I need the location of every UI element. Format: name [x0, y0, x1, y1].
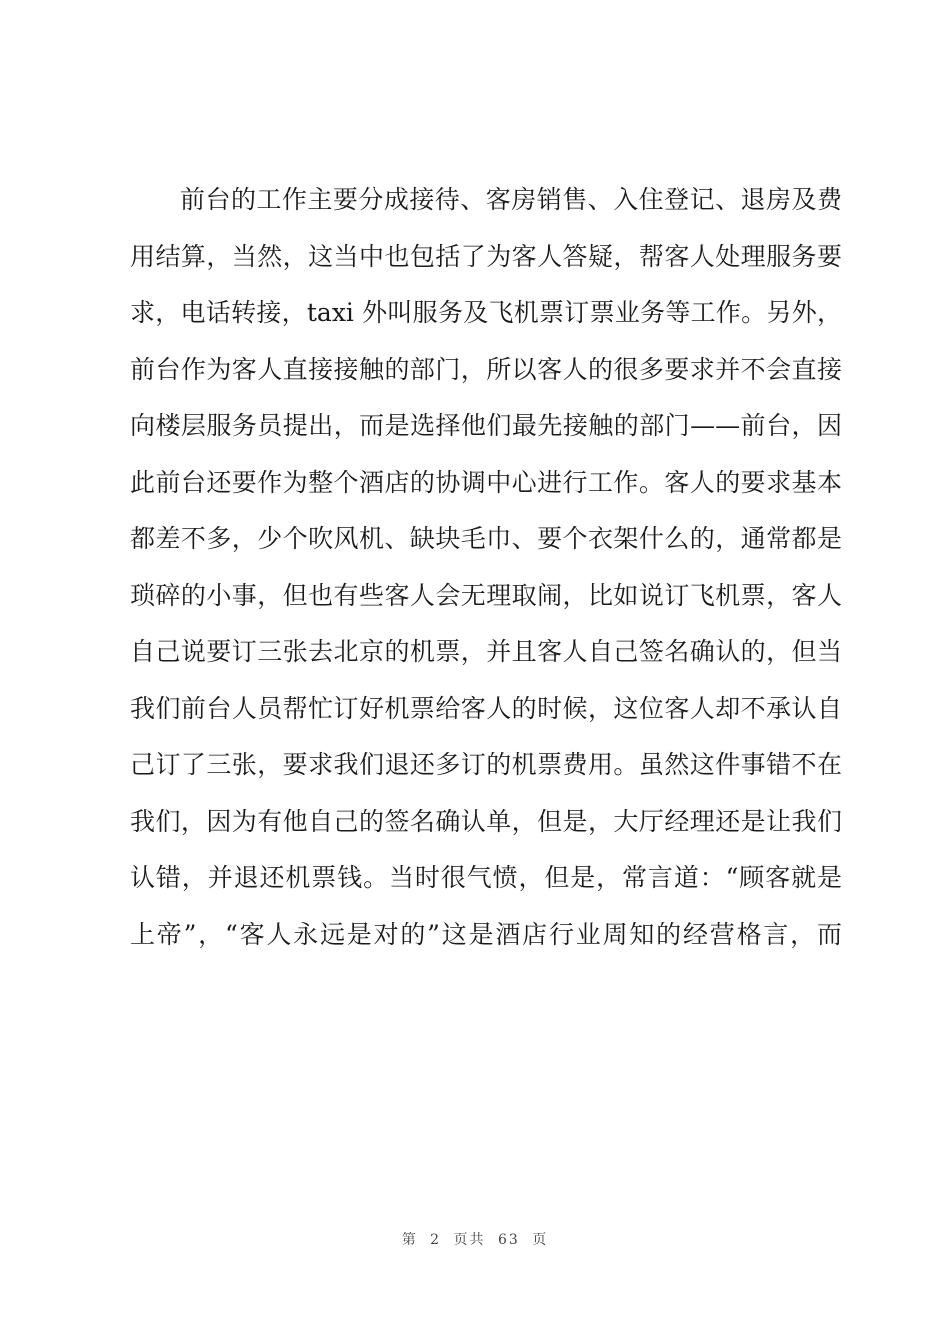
- text-line-10: 我们前台人员帮忙订好机票给客人的时候，这位客人却不承认自: [130, 693, 842, 723]
- text-line-2: 用结算，当然，这当中也包括了为客人答疑，帮客人处理服务要: [130, 241, 842, 271]
- body-paragraph: [130, 172, 842, 963]
- text-line-11: 己订了三张，要求我们退还多订的机票费用。虽然这件事错不在: [130, 750, 842, 779]
- text-line-7: 都差不多，少个吹风机、缺块毛巾、要个衣架什么的，通常都是: [130, 524, 842, 553]
- text-line-1: 前台的工作主要分成接待、客房销售、入住登记、退房及费: [180, 185, 842, 214]
- text-line-3: 求，电话转接，taxi 外叫服务及飞机票订票业务等工作。另外，: [130, 298, 842, 327]
- page-number-footer: 第 2 页共 63 页: [401, 1232, 549, 1248]
- text-line-12: 我们，因为有他自己的签名确认单，但是，大厅经理还是让我们: [130, 806, 842, 836]
- text-line-14: 上帝”，“客人永远是对的”这是酒店行业周知的经营格言，而: [130, 919, 842, 949]
- text-line-9: 自己说要订三张去北京的机票，并且客人自己签名确认的，但当: [130, 637, 842, 666]
- text-line-13: 认错，并退还机票钱。当时很气愤，但是，常言道：“顾客就是: [130, 863, 842, 892]
- text-line-5: 向楼层服务员提出，而是选择他们最先接触的部门——前台，因: [130, 411, 842, 440]
- text-line-6: 此前台还要作为整个酒店的协调中心进行工作。客人的要求基本: [130, 467, 842, 497]
- text-line-8: 琐碎的小事，但也有些客人会无理取闹，比如说订飞机票，客人: [130, 580, 842, 610]
- text-line-4: 前台作为客人直接接触的部门，所以客人的很多要求并不会直接: [130, 354, 842, 384]
